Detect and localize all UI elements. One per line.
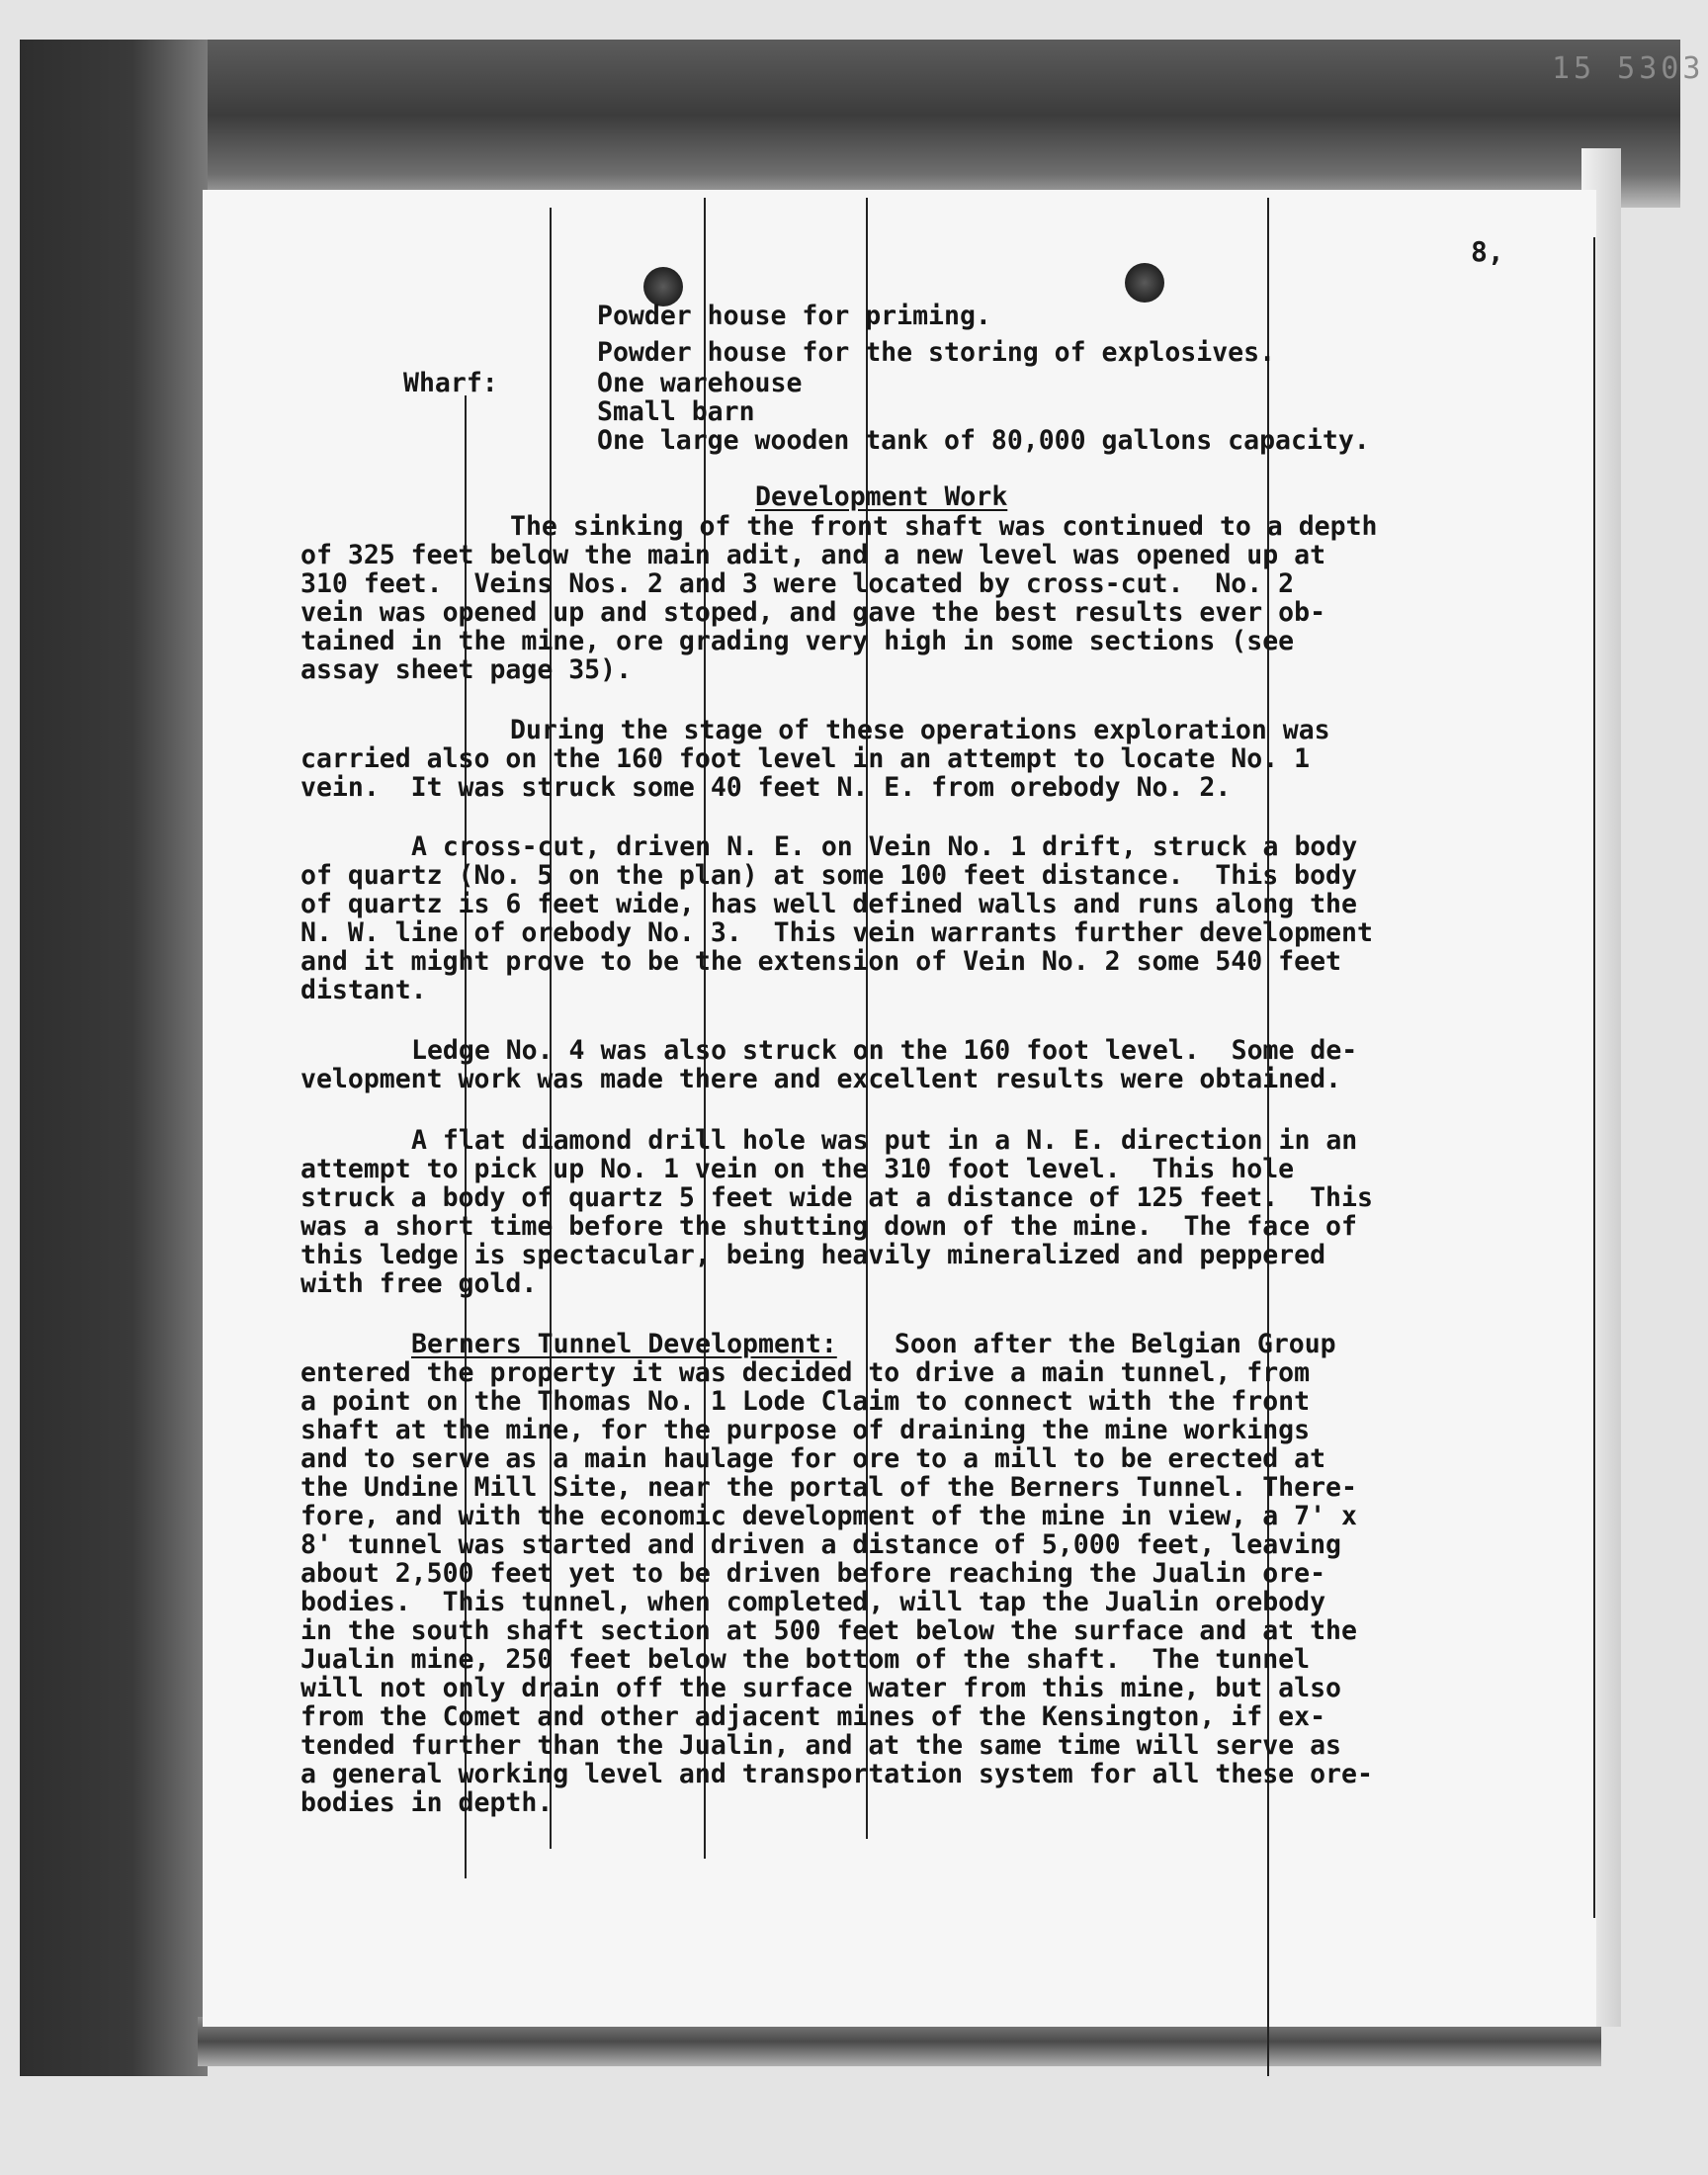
- paragraph-line: vein was opened up and stoped, and gave the best results ever ob-: [300, 597, 1326, 628]
- paragraph-line: N. W. line of orebody No. 3. This vein warrants further development: [300, 917, 1373, 948]
- paragraph-line: and it might prove to be the extension of Vein No. 2 some 540 feet: [300, 946, 1341, 977]
- berners-tunnel-heading: Berners Tunnel Development:: [411, 1329, 837, 1359]
- paragraph-line: of 325 feet below the main adit, and a new level was opened up at: [300, 540, 1326, 570]
- paragraph-line: from the Comet and other adjacent mines of the Kensington, if ex-: [300, 1701, 1326, 1732]
- paragraph-line: of quartz (No. 5 on the plan) at some 100 feet distance. This body: [300, 860, 1357, 891]
- facility-item: Powder house for the storing of explosives.: [597, 337, 1276, 368]
- paragraph-line: tained in the mine, ore grading very high in some sections (see: [300, 626, 1295, 656]
- page-number: 8,: [1471, 235, 1504, 268]
- paragraph-line: distant.: [300, 975, 427, 1005]
- paragraph-line: 8' tunnel was started and driven a distance of 5,000 feet, leaving: [300, 1529, 1341, 1560]
- paragraph-line: A cross-cut, driven N. E. on Vein No. 1 drift, struck a body: [411, 831, 1358, 862]
- development-work-heading: Development Work: [755, 481, 1008, 512]
- facility-item: One large wooden tank of 80,000 gallons capacity.: [597, 425, 1370, 456]
- scan-shadow-top: [20, 40, 1680, 208]
- paragraph-line: bodies. This tunnel, when completed, will tap the Jualin orebody: [300, 1587, 1326, 1617]
- paragraph-line: entered the property it was decided to drive a main tunnel, from: [300, 1357, 1311, 1388]
- paragraph-line: velopment work was made there and excellent results were obtained.: [300, 1064, 1341, 1094]
- paragraph-line: of quartz is 6 feet wide, has well defined walls and runs along the: [300, 889, 1357, 919]
- paragraph-line: tended further than the Jualin, and at the same time will serve as: [300, 1730, 1341, 1761]
- paragraph-line: in the south shaft section at 500 feet below the surface and at the: [300, 1615, 1357, 1646]
- paragraph-line: Jualin mine, 250 feet below the bottom of the shaft. The tunnel: [300, 1644, 1311, 1675]
- facility-item: Small barn: [597, 396, 755, 427]
- paragraph-line: with free gold.: [300, 1268, 538, 1299]
- paragraph-line: shaft at the mine, for the purpose of draining the mine workings: [300, 1415, 1311, 1445]
- paragraph-line: carried also on the 160 foot level in an attempt to locate No. 1: [300, 743, 1311, 774]
- paragraph-line: will not only drain off the surface water from this mine, but also: [300, 1673, 1341, 1703]
- scan-shadow-left: [20, 40, 208, 2076]
- paragraph-line: attempt to pick up No. 1 vein on the 310 foot level. This hole: [300, 1154, 1295, 1184]
- paragraph-line: A flat diamond drill hole was put in a N. E. direction in an: [411, 1125, 1358, 1156]
- paragraph-line: fore, and with the economic development of the mine in view, a 7' x: [300, 1501, 1357, 1531]
- paragraph-line: 310 feet. Veins Nos. 2 and 3 were located by cross-cut. No. 2: [300, 568, 1295, 599]
- paragraph-line: assay sheet page 35).: [300, 654, 633, 685]
- paragraph-line: Ledge No. 4 was also struck on the 160 foot level. Some de-: [411, 1035, 1358, 1066]
- paragraph-line: and to serve as a main haulage for ore to a mill to be erected at: [300, 1443, 1326, 1474]
- punch-hole-right: [1125, 263, 1164, 303]
- paragraph-line: was a short time before the shutting down of the mine. The face of: [300, 1211, 1357, 1242]
- paragraph-line: Soon after the Belgian Group: [863, 1329, 1336, 1359]
- paragraph-line: about 2,500 feet yet to be driven before reaching the Jualin ore-: [300, 1558, 1326, 1589]
- facility-item: Powder house for priming.: [597, 301, 991, 331]
- paragraph-line: the Undine Mill Site, near the portal of the Berners Tunnel. There-: [300, 1472, 1357, 1503]
- scan-line: [1593, 237, 1595, 1918]
- paragraph-line: The sinking of the front shaft was continued to a depth: [510, 511, 1378, 542]
- facility-item: One warehouse: [597, 368, 803, 398]
- paragraph-line: a general working level and transportation system for all these ore-: [300, 1759, 1373, 1789]
- page-stamp: 15 5303: [1552, 51, 1705, 86]
- paragraph-line: vein. It was struck some 40 feet N. E. from orebody No. 2.: [300, 772, 1232, 803]
- paragraph-line: bodies in depth.: [300, 1787, 554, 1818]
- paragraph-line: During the stage of these operations exploration was: [510, 715, 1330, 745]
- paragraph-line: a point on the Thomas No. 1 Lode Claim to connect with the front: [300, 1386, 1311, 1417]
- paragraph-line: this ledge is spectacular, being heavily mineralized and peppered: [300, 1240, 1326, 1270]
- paragraph-line: struck a body of quartz 5 feet wide at a distance of 125 feet. This: [300, 1182, 1373, 1213]
- wharf-label: Wharf:: [403, 368, 498, 398]
